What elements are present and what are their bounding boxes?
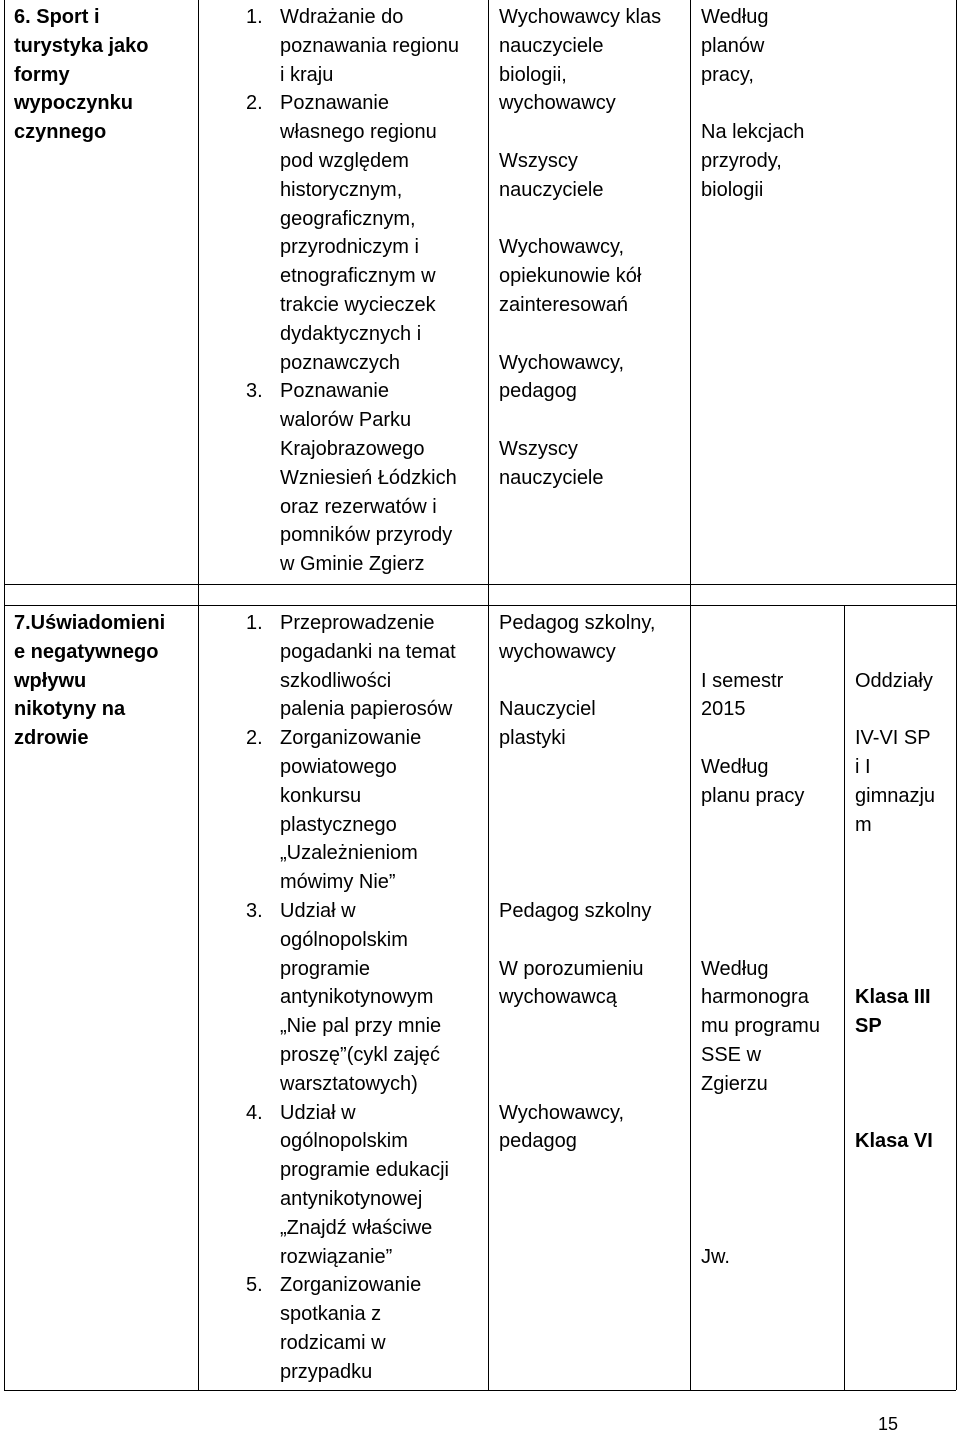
row-6-title: 6. Sport i turystyka jako formy wypoczynku czynnego <box>14 6 149 144</box>
task-item: 3. Poznawanie walorów Parku Krajobrazowego Wzniesień Łódzkich oraz rezerwatów i pomników przyrody w Gminie Zgierz <box>246 380 457 576</box>
task-item: 2. Zorganizowanie powiatowego konkursu plastycznego „Uzależnieniom mówimy Nie” <box>246 727 422 894</box>
row-7-tasks <box>246 609 486 1387</box>
task-item: 4. Udział w ogólnopolskim programie edukacji antynikotynowej „Znajdź właściwe rozwiązanie” <box>246 1101 449 1268</box>
row-6-responsible: Wychowawcy klas nauczyciele biologii, wychowawcy Wszyscy nauczyciele Wychowawcy, opiekunowie kół zainteresowań Wychowawcy, pedagog Wszyscy nauczyciele <box>499 6 662 489</box>
task-item: 3. Udział w ogólnopolskim programie antynikotynowym „Nie pal przy mnie proszę”(cykl zajęć warsztatowych) <box>246 899 442 1095</box>
task-item: 1. Przeprowadzenie pogadanki na temat szkodliwości palenia papierosów <box>246 612 456 721</box>
row-6-terms: Według planów pracy, Na lekcjach przyrody, biologii <box>701 6 805 201</box>
page-number: 15 <box>878 1414 899 1434</box>
row-6-tasks <box>246 3 486 579</box>
task-item: 2. Poznawanie własnego regionu pod względem historycznym, geograficznym, przyrodniczym i etnograficznym w trakcie wycieczek dydaktycznych i poznawczych <box>246 92 437 374</box>
row-7-terms: I semestr 2015 Według planu pracy Według harmonogra mu programu SSE w Zgierzu Jw. <box>701 669 820 1268</box>
task-item: 5. Zorganizowanie spotkania z rodzicami w przypadku <box>246 1274 422 1383</box>
task-item: 1. Wdrażanie do poznawania regionu i kraju <box>246 6 460 86</box>
row-7-audience: Oddziały IV-VI SP i I gimnazju m Klasa III SP Klasa VI <box>855 669 936 1153</box>
row-7-responsible: Pedagog szkolny, wychowawcy Nauczyciel plastyki Pedagog szkolny W porozumieniu wychowawcą Wychowawcy, pedagog <box>499 612 656 1153</box>
row-7-title: 7.Uświadomieni e negatywnego wpływu nikotyny na zdrowie <box>14 612 166 750</box>
